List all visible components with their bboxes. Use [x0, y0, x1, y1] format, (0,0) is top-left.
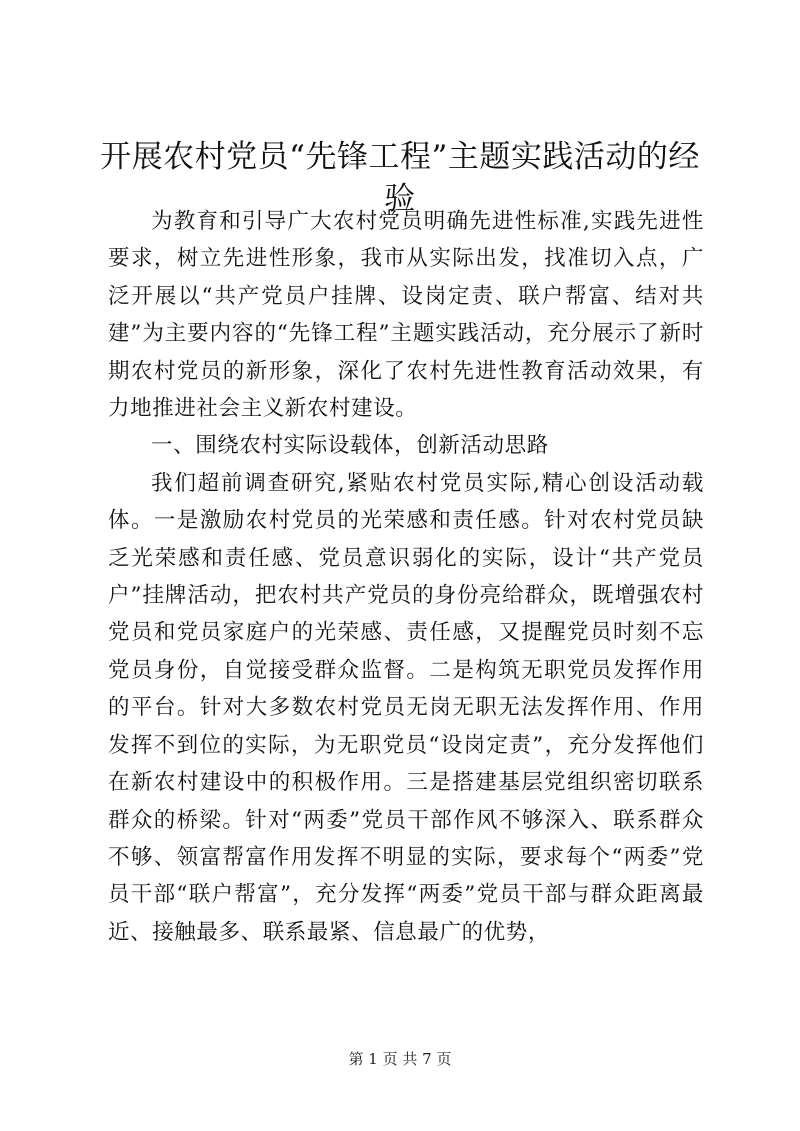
- body-paragraph: 我们超前调查研究,紧贴农村党员实际,精心创设活动载体。一是激励农村党员的光荣感和责任感。针对农村党员缺乏光荣感和责任感、党员意识弱化的实际，设计“共产党员户”挂牌活动，把农村共产党员的身份亮给群众，既增强农村党员和党员家庭户的光荣感、责任感，又提醒党员时刻不忘党员身份，自觉接受群众监督。二是构筑无职党员发挥作用的平台。针对大多数农村党员无岗无职无法发挥作用、作用发挥不到位的实际，为无职党员“设岗定责”，充分发挥他们在新农村建设中的积极作用。三是搭建基层党组织密切联系群众的桥梁。针对“两委”党员干部作风不够深入、联系群众不够、领富帮富作用发挥不明显的实际，要求每个“两委”党员干部“联户帮富”，充分发挥“两委”党员干部与群众距离最近、接触最多、联系最紧、信息最广的优势，: [108, 470, 704, 945]
- section-heading: 一、围绕农村实际设载体，创新活动思路: [151, 433, 549, 459]
- page-number-footer: 第 1 页 共 7 页: [348, 1050, 452, 1068]
- intro-paragraph: 为教育和引导广大农村党员明确先进性标准,实践先进性要求，树立先进性形象，我市从实际出发，找准切入点，广泛开展以“共产党员户挂牌、设岗定责、联户帮富、结对共建”为主要内容的“先锋工程”主题实践活动，充分展示了新时期农村党员的新形象，深化了农村先进性教育活动效果，有力地推进社会主义新农村建设。: [108, 209, 704, 422]
- document-title: 开展农村党员“先锋工程”主题实践活动的经验: [100, 139, 700, 217]
- document-body: [108, 203, 704, 951]
